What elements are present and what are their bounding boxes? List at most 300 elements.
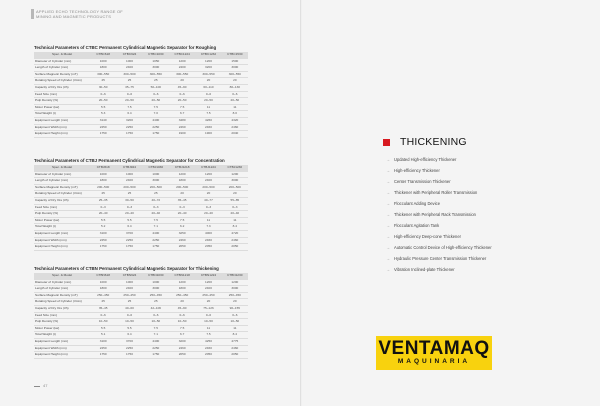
table-row <box>34 184 248 191</box>
table-cell: 7.1 <box>143 224 169 231</box>
table-cell: 3200 <box>116 117 142 124</box>
table-cell: 200~500 <box>116 184 142 191</box>
row-label: Equipment Length (mm) <box>34 338 90 345</box>
table-cell: 200~500 <box>222 184 248 191</box>
table-cell: 2400 <box>116 65 142 72</box>
table-cell: 2400 <box>116 178 142 185</box>
table-row <box>34 338 248 345</box>
table-cell: 25 <box>90 78 116 85</box>
arrow-right-icon: → <box>386 223 390 228</box>
table-cell: 1800 <box>90 178 116 185</box>
table-cell: 80~130 <box>222 84 248 91</box>
table-cell: 2400 <box>195 286 221 293</box>
product-list <box>386 154 576 275</box>
table-cell: 1200 <box>222 279 248 286</box>
row-label: Diameter of Cylinder (mm) <box>34 279 90 286</box>
row-label: Feed Size (mm) <box>34 204 90 211</box>
table-cell: 6.7 <box>169 332 195 339</box>
table-block-thickening <box>34 266 248 359</box>
table-cell: 7.5 <box>143 325 169 332</box>
table-cell: 7.5 <box>169 104 195 111</box>
table-cell: 1000 <box>116 58 142 65</box>
red-square-icon <box>383 139 390 146</box>
table-cell: 1800 <box>90 286 116 293</box>
table-cell: 1000 <box>116 279 142 286</box>
table-cell: 1000 <box>116 171 142 178</box>
table-cell: 3000 <box>143 178 169 185</box>
table-row <box>34 78 248 85</box>
row-label: Rotating Speed of Cylinder (r/min) <box>34 299 90 306</box>
column-header: CTBC1030 <box>143 52 169 58</box>
page-number <box>34 383 47 388</box>
table-cell: 300~550 <box>90 71 116 78</box>
table-cell: 1750 <box>143 131 169 138</box>
table-row <box>34 352 248 359</box>
page-number-text: 47 <box>43 383 48 388</box>
table-cell: 5.5 <box>90 104 116 111</box>
table-cell: 20~50 <box>222 98 248 105</box>
row-label: Pulp Density (%) <box>34 211 90 218</box>
table-cell: 2250 <box>90 124 116 131</box>
table-row <box>34 58 248 65</box>
row-label: Total Weight (t) <box>34 111 90 118</box>
table-cell: 1750 <box>116 352 142 359</box>
column-header: CTBC618 <box>90 52 116 58</box>
table-cell: 0~3 <box>90 204 116 211</box>
table-cell: 1750 <box>116 244 142 251</box>
table-cell: 300~500 <box>116 71 142 78</box>
table-row <box>34 178 248 185</box>
table-cell: 1000 <box>90 58 116 65</box>
row-label: Diameter of Cylinder (mm) <box>34 58 90 65</box>
header-line-1: APPLIED ECHO TECHNOLOGY RANGE OF <box>36 9 123 14</box>
table-cell: 1200 <box>222 171 248 178</box>
table-cell: 0~6 <box>143 91 169 98</box>
row-label: Surface Magnetic Density (mT) <box>34 292 90 299</box>
arrow-right-icon: → <box>386 157 390 162</box>
table-cell: 20 <box>222 191 248 198</box>
table-cell: 3000 <box>222 178 248 185</box>
product-item <box>386 198 576 209</box>
column-header: CTBN1218 <box>169 273 195 279</box>
table-cell: 0~6 <box>143 312 169 319</box>
table-cell: 10~50 <box>169 319 195 326</box>
table-cell: 250~450 <box>222 292 248 299</box>
table-cell: 7.5 <box>143 217 169 224</box>
table-cell: 20~40 <box>116 211 142 218</box>
table-row <box>34 98 248 105</box>
column-header: CTBJ924 <box>116 165 142 171</box>
table-cell: 1800 <box>169 286 195 293</box>
table-cell: 3000 <box>222 65 248 72</box>
table-row <box>34 332 248 339</box>
table-row <box>34 111 248 118</box>
table-cell: 2460 <box>222 237 248 244</box>
table-cell: 30~50 <box>90 84 116 91</box>
table-row <box>34 197 248 204</box>
table-cell: 90~155 <box>222 305 248 312</box>
table-row <box>34 292 248 299</box>
table-cell: 4250 <box>195 338 221 345</box>
table-cell: 10~50 <box>195 319 221 326</box>
table-cell: 50~100 <box>143 84 169 91</box>
row-label: Motor Power (kw) <box>34 104 90 111</box>
table-cell: 25 <box>143 191 169 198</box>
table-cell: 3700 <box>116 338 142 345</box>
row-label: Equipment Height (mm) <box>34 352 90 359</box>
product-label: Thickener with Peripheral Rack Transmission <box>394 212 476 217</box>
table-cell: 4320 <box>222 117 248 124</box>
table-cell: 1900 <box>195 131 221 138</box>
table-cell: 3250 <box>169 230 195 237</box>
table-cell: 7.1 <box>143 332 169 339</box>
table-cell: 7.5 <box>169 217 195 224</box>
table-row <box>34 171 248 178</box>
table-cell: 2250 <box>90 237 116 244</box>
table-cell: 3100 <box>90 338 116 345</box>
product-item <box>386 209 576 220</box>
product-item <box>386 231 576 242</box>
table-cell: 5.5 <box>116 325 142 332</box>
arrow-right-icon: → <box>386 212 390 217</box>
table-row <box>34 131 248 138</box>
table-cell: 250~450 <box>143 292 169 299</box>
table-cell: 4400 <box>143 230 169 237</box>
logo-main-text: VENTAMAQ <box>378 338 490 359</box>
table-cell: 6.4 <box>116 224 142 231</box>
table-cell: 20~50 <box>195 98 221 105</box>
table-cell: 2040 <box>222 131 248 138</box>
table-cell: 35~75 <box>116 84 142 91</box>
column-header: CTBJ1218 <box>169 165 195 171</box>
table-cell: 0~3 <box>169 204 195 211</box>
table-cell: 6.2 <box>169 224 195 231</box>
row-label: Diameter of Cylinder (mm) <box>34 171 90 178</box>
spec-table-thickening <box>34 273 248 359</box>
table-cell: 2050 <box>169 352 195 359</box>
table-cell: 250~450 <box>195 292 221 299</box>
table-cell: 8.0 <box>222 111 248 118</box>
product-label: High-efficiency Thickener <box>394 168 440 173</box>
table-cell: 25 <box>116 191 142 198</box>
row-label: Surface Magnetic Density (mT) <box>34 71 90 78</box>
table-cell: 2460 <box>222 124 248 131</box>
table-cell: 40~77 <box>195 197 221 204</box>
column-header: Spec. & Model <box>34 52 90 58</box>
spec-table-concentration <box>34 165 248 251</box>
row-label: Equipment Height (mm) <box>34 244 90 251</box>
table-cell: 20~40 <box>143 211 169 218</box>
row-label: Motor Power (kw) <box>34 325 90 332</box>
product-label: Vibration Inclined-plate Thickener <box>394 267 455 272</box>
table-cell: 1750 <box>90 244 116 251</box>
table-cell: 4000 <box>195 230 221 237</box>
table-row <box>34 230 248 237</box>
table-cell: 8.4 <box>222 224 248 231</box>
table-cell: 250~450 <box>116 292 142 299</box>
table-block-concentration <box>34 158 248 251</box>
table-cell: 250~450 <box>169 292 195 299</box>
table-cell: 7.5 <box>116 104 142 111</box>
table-cell: 2400 <box>116 286 142 293</box>
table-cell: 2460 <box>169 237 195 244</box>
table-cell: 0~6 <box>116 91 142 98</box>
table-cell: 20~40 <box>169 211 195 218</box>
table-cell: 1200 <box>195 171 221 178</box>
table-cell: 300~550 <box>195 71 221 78</box>
table-cell: 1900 <box>169 131 195 138</box>
table-cell: 0~6 <box>195 312 221 319</box>
column-header: CTBJ1030 <box>143 165 169 171</box>
table-cell: 10~50 <box>116 319 142 326</box>
table-cell: 1800 <box>90 65 116 72</box>
product-label: Thickener with Peripheral Roller Transmission <box>394 190 478 195</box>
table-cell: 3480 <box>169 117 195 124</box>
table-cell: 5.3 <box>90 111 116 118</box>
table-cell: 1000 <box>90 171 116 178</box>
table-cell: 0~3 <box>195 204 221 211</box>
table-cell: 20~50 <box>90 98 116 105</box>
table-cell: 0~6 <box>90 91 116 98</box>
table-row <box>34 279 248 286</box>
table-cell: 0~6 <box>90 312 116 319</box>
table-cell: 1050 <box>143 58 169 65</box>
table-cell: 3100 <box>90 230 116 237</box>
row-label: Feed Size (mm) <box>34 312 90 319</box>
table-cell: 0~6 <box>195 91 221 98</box>
table-title: Technical Parameters of CTBN Permanent Cylindrical Magnetic Separator for Thickening <box>34 266 219 271</box>
table-cell: 1200 <box>195 279 221 286</box>
table-cell: 0~3 <box>116 204 142 211</box>
table-row <box>34 305 248 312</box>
row-label: Pulp Density (%) <box>34 319 90 326</box>
table-cell: 0~3 <box>222 204 248 211</box>
row-label: Total Weight (t) <box>34 224 90 231</box>
arrow-right-icon: → <box>386 190 390 195</box>
table-cell: 6.4 <box>116 111 142 118</box>
table-cell: 6.7 <box>169 111 195 118</box>
row-label: Capacity of Dry Ore (t/h) <box>34 305 90 312</box>
column-header: CTBN618 <box>90 273 116 279</box>
arrow-right-icon: → <box>386 245 390 250</box>
product-item <box>386 242 576 253</box>
product-label: Flocculant Agitation Tank <box>394 223 440 228</box>
arrow-right-icon: → <box>386 168 390 173</box>
column-header: CTBJ618 <box>90 165 116 171</box>
table-cell: 1200 <box>169 58 195 65</box>
row-label: Capacity of Dry Ore (t/h) <box>34 84 90 91</box>
column-header: CTBN1230 <box>222 273 248 279</box>
row-label: Length of Cylinder (mm) <box>34 178 90 185</box>
row-label: Equipment Width (mm) <box>34 345 90 352</box>
table-cell: 200~500 <box>195 184 221 191</box>
table-cell: 40~72 <box>143 197 169 204</box>
table-cell: 25 <box>90 191 116 198</box>
table-cell: 5.2 <box>90 224 116 231</box>
product-item <box>386 176 576 187</box>
page-spine <box>300 0 302 406</box>
table-cell: 2460 <box>195 124 221 131</box>
table-cell: 2250 <box>90 345 116 352</box>
table-cell: 25 <box>116 299 142 306</box>
table-cell: 25 <box>143 299 169 306</box>
table-cell: 2250 <box>143 237 169 244</box>
column-header: CTBJ1224 <box>195 165 221 171</box>
table-cell: 25 <box>116 78 142 85</box>
table-cell: 20~40 <box>90 211 116 218</box>
table-cell: 3000 <box>143 65 169 72</box>
table-cell: 1000 <box>90 279 116 286</box>
table-cell: 250~450 <box>90 292 116 299</box>
table-cell: 1800 <box>169 178 195 185</box>
table-cell: 1200 <box>169 279 195 286</box>
table-cell: 75~126 <box>195 305 221 312</box>
product-label: High-efficiency Deep-cone Thickener <box>394 234 461 239</box>
ventamaq-logo <box>376 336 492 370</box>
table-cell: 11 <box>195 325 221 332</box>
table-cell: 1500 <box>222 58 248 65</box>
table-cell: 1750 <box>143 244 169 251</box>
row-label: Equipment Width (mm) <box>34 124 90 131</box>
product-item <box>386 253 576 264</box>
table-row <box>34 299 248 306</box>
row-label: Rotating Speed of Cylinder (r/min) <box>34 191 90 198</box>
table-block-roughing <box>34 45 248 138</box>
table-cell: 20 <box>169 78 195 85</box>
table-row <box>34 237 248 244</box>
header-line-2: MINING AND MAGNETIC PRODUCTS <box>36 14 112 19</box>
table-cell: 1000 <box>143 279 169 286</box>
table-cell: 20~40 <box>195 211 221 218</box>
table-cell: 0~6 <box>169 312 195 319</box>
table-cell: 35~45 <box>169 197 195 204</box>
table-cell: 3140 <box>90 117 116 124</box>
column-header: CTBC924 <box>116 52 142 58</box>
arrow-right-icon: → <box>386 179 390 184</box>
table-cell: 20 <box>195 78 221 85</box>
arrow-right-icon: → <box>386 201 390 206</box>
table-row <box>34 325 248 332</box>
table-cell: 55~85 <box>222 197 248 204</box>
arrow-right-icon: → <box>386 267 390 272</box>
table-cell: 11 <box>222 217 248 224</box>
table-cell: 7.5 <box>195 111 221 118</box>
table-cell: 5.5 <box>90 325 116 332</box>
table-row <box>34 204 248 211</box>
table-cell: 2050 <box>222 352 248 359</box>
table-row <box>34 84 248 91</box>
table-cell: 10~50 <box>90 319 116 326</box>
table-cell: 20 <box>222 299 248 306</box>
column-header: CTBC1224 <box>169 52 195 58</box>
table-row <box>34 117 248 124</box>
arrow-right-icon: → <box>386 234 390 239</box>
table-cell: 2050 <box>195 352 221 359</box>
table-row <box>34 224 248 231</box>
table-cell: 10~50 <box>222 319 248 326</box>
table-cell: 5.5 <box>116 217 142 224</box>
table-cell: 3000 <box>143 286 169 293</box>
table-cell: 5.5 <box>90 217 116 224</box>
row-label: Equipment Height (mm) <box>34 131 90 138</box>
table-cell: 300~550 <box>169 71 195 78</box>
table-row <box>34 211 248 218</box>
table-cell: 20 <box>222 78 248 85</box>
table-cell: 20 <box>195 299 221 306</box>
table-row <box>34 104 248 111</box>
product-label: Automatic Control Device of High-efficiency Thickener <box>394 245 492 250</box>
table-cell: 2460 <box>195 237 221 244</box>
table-row <box>34 71 248 78</box>
table-cell: 20~50 <box>116 98 142 105</box>
table-cell: 11 <box>222 104 248 111</box>
table-cell: 0~6 <box>169 91 195 98</box>
section-heading <box>383 136 467 148</box>
product-label: Flocculant Adding Device <box>394 201 440 206</box>
row-label: Rotating Speed of Cylinder (r/min) <box>34 78 90 85</box>
column-header: CTBJ1230 <box>222 165 248 171</box>
table-cell: 0~6 <box>116 312 142 319</box>
product-item <box>386 187 576 198</box>
product-label: Updated High-efficiency Thickener <box>394 157 457 162</box>
table-cell: 200~500 <box>90 184 116 191</box>
row-label: Equipment Width (mm) <box>34 237 90 244</box>
table-cell: 2460 <box>222 345 248 352</box>
table-cell: 2460 <box>169 124 195 131</box>
column-header: CTBN1030 <box>143 273 169 279</box>
table-cell: 1200 <box>169 171 195 178</box>
table-cell: 10~50 <box>143 319 169 326</box>
table-cell: 20 <box>169 299 195 306</box>
table-cell: 2250 <box>116 124 142 131</box>
table-row <box>34 124 248 131</box>
table-row <box>34 65 248 72</box>
table-cell: 45~90 <box>169 305 195 312</box>
table-cell: 200~500 <box>143 184 169 191</box>
table-cell: 1750 <box>116 131 142 138</box>
column-header: CTBN924 <box>116 273 142 279</box>
table-cell: 2400 <box>169 65 195 72</box>
table-cell: 3700 <box>116 230 142 237</box>
table-row <box>34 191 248 198</box>
column-header: Spec. & Model <box>34 165 90 171</box>
table-cell: 300~550 <box>222 71 248 78</box>
table-cell: 4720 <box>222 230 248 237</box>
page-header <box>36 9 123 19</box>
table-cell: 3200 <box>195 65 221 72</box>
product-item <box>386 264 576 275</box>
product-label: Hydraulic Pressure Center Transmission Thickener <box>394 256 487 261</box>
row-label: Equipment Length (mm) <box>34 117 90 124</box>
table-cell: 1750 <box>90 352 116 359</box>
table-row <box>34 244 248 251</box>
table-row <box>34 345 248 352</box>
product-item <box>386 220 576 231</box>
table-cell: 4260 <box>195 117 221 124</box>
table-cell: 5.1 <box>90 332 116 339</box>
header-bar <box>31 9 34 19</box>
column-header: CTBN1224 <box>195 273 221 279</box>
table-cell: 2050 <box>195 244 221 251</box>
table-row <box>34 217 248 224</box>
table-cell: 7.5 <box>169 325 195 332</box>
table-cell: 4775 <box>222 338 248 345</box>
table-cell: 2250 <box>116 237 142 244</box>
table-cell: 35~45 <box>90 305 116 312</box>
table-cell: 1200 <box>195 58 221 65</box>
product-item <box>386 165 576 176</box>
table-cell: 8.4 <box>222 332 248 339</box>
